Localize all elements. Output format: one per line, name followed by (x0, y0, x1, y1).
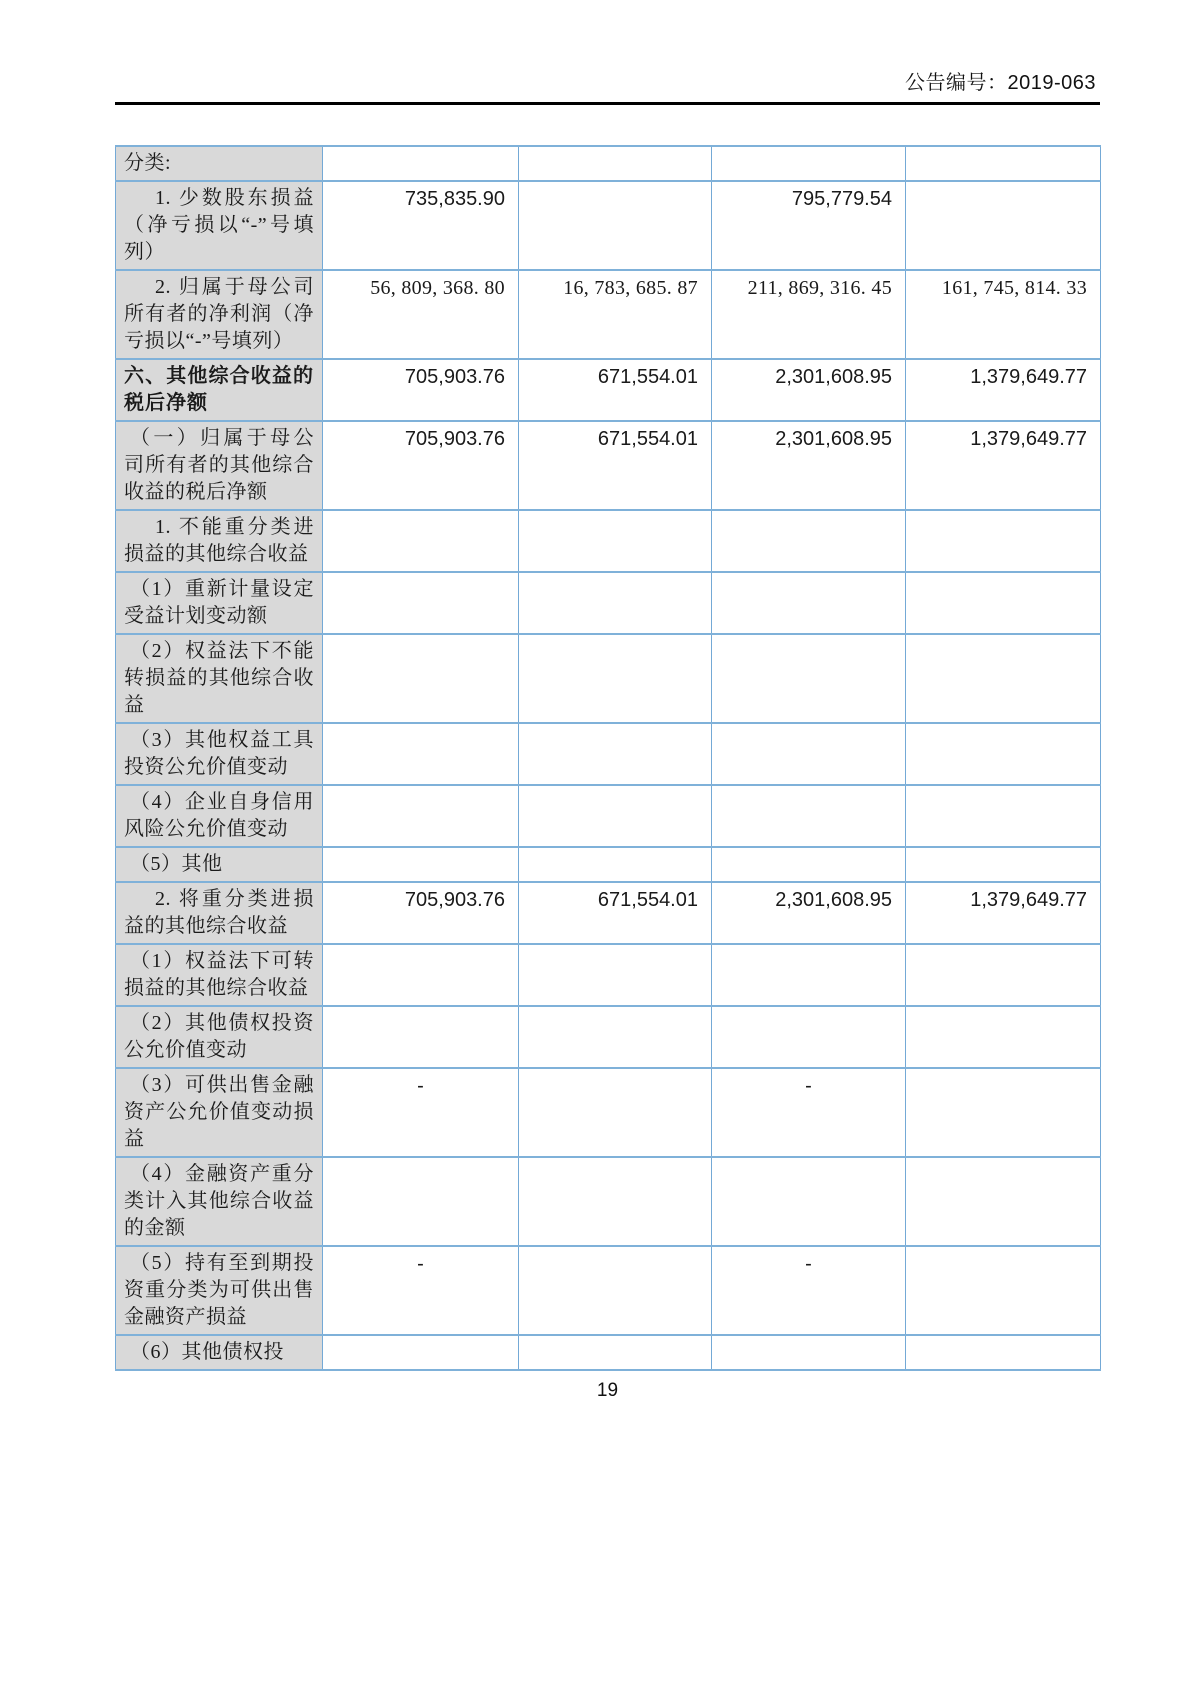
value-cell (519, 634, 712, 723)
value-cell (906, 1068, 1101, 1157)
value-cell: - (323, 1068, 519, 1157)
value-cell: 1,379,649.77 (906, 882, 1101, 944)
value-cell: - (712, 1068, 906, 1157)
value-cell: 735,835.90 (323, 181, 519, 270)
value-cell (519, 944, 712, 1006)
row-label: 分类: (116, 146, 323, 181)
value-cell: 161, 745, 814. 33 (906, 270, 1101, 359)
value-cell (519, 1068, 712, 1157)
row-label: （5）其他 (116, 847, 323, 882)
row-label: 2. 归属于母公司所有者的净利润（净亏损以“-”号填列） (116, 270, 323, 359)
value-cell (323, 944, 519, 1006)
value-cell (906, 572, 1101, 634)
value-cell: 2,301,608.95 (712, 421, 906, 510)
value-cell (906, 785, 1101, 847)
value-cell (906, 944, 1101, 1006)
table-row (116, 359, 1101, 421)
value-cell: 56, 809, 368. 80 (323, 270, 519, 359)
value-cell (906, 634, 1101, 723)
value-cell (906, 146, 1101, 181)
value-cell (323, 1006, 519, 1068)
value-cell (323, 634, 519, 723)
value-cell (712, 847, 906, 882)
row-label: （3）其他权益工具投资公允价值变动 (116, 723, 323, 785)
row-label: 六、其他综合收益的税后净额 (116, 359, 323, 421)
row-label: 1. 不能重分类进损益的其他综合收益 (116, 510, 323, 572)
value-cell: 705,903.76 (323, 882, 519, 944)
value-cell (323, 146, 519, 181)
value-cell (323, 510, 519, 572)
value-cell (519, 847, 712, 882)
row-label: （2）其他债权投资公允价值变动 (116, 1006, 323, 1068)
value-cell: - (712, 1246, 906, 1335)
value-cell (906, 510, 1101, 572)
value-cell: 705,903.76 (323, 359, 519, 421)
value-cell (906, 847, 1101, 882)
value-cell (519, 1246, 712, 1335)
table-row (116, 1006, 1101, 1068)
value-cell (712, 146, 906, 181)
value-cell (712, 634, 906, 723)
value-cell (712, 572, 906, 634)
value-cell (519, 1157, 712, 1246)
table-row (116, 572, 1101, 634)
row-label: 2. 将重分类进损益的其他综合收益 (116, 882, 323, 944)
table-row (116, 1157, 1101, 1246)
table-body (116, 146, 1101, 1370)
row-label: （6）其他债权投 (116, 1335, 323, 1370)
row-label: （1）重新计量设定受益计划变动额 (116, 572, 323, 634)
row-label: 1. 少数股东损益（净亏损以“-”号填列） (116, 181, 323, 270)
value-cell (712, 1157, 906, 1246)
value-cell (519, 1335, 712, 1370)
table-row (116, 510, 1101, 572)
value-cell: - (323, 1246, 519, 1335)
header-divider (115, 102, 1100, 105)
value-cell (519, 1006, 712, 1068)
value-cell: 2,301,608.95 (712, 882, 906, 944)
table-row (116, 882, 1101, 944)
table-row (116, 1068, 1101, 1157)
table-row (116, 944, 1101, 1006)
value-cell (906, 723, 1101, 785)
value-cell (712, 510, 906, 572)
value-cell: 671,554.01 (519, 421, 712, 510)
row-label: （4）金融资产重分类计入其他综合收益的金额 (116, 1157, 323, 1246)
table-row (116, 146, 1101, 181)
value-cell (323, 1335, 519, 1370)
value-cell (906, 1246, 1101, 1335)
value-cell (323, 1157, 519, 1246)
row-label: （5）持有至到期投资重分类为可供出售金融资产损益 (116, 1246, 323, 1335)
value-cell: 705,903.76 (323, 421, 519, 510)
value-cell (323, 572, 519, 634)
row-label: （3）可供出售金融资产公允价值变动损益 (116, 1068, 323, 1157)
table-row (116, 421, 1101, 510)
value-cell: 671,554.01 (519, 882, 712, 944)
table-row (116, 181, 1101, 270)
value-cell (712, 1006, 906, 1068)
table-row (116, 785, 1101, 847)
row-label: （1）权益法下可转损益的其他综合收益 (116, 944, 323, 1006)
financial-table (115, 145, 1101, 1371)
value-cell (519, 572, 712, 634)
value-cell (906, 1006, 1101, 1068)
value-cell (712, 1335, 906, 1370)
value-cell (519, 510, 712, 572)
value-cell: 671,554.01 (519, 359, 712, 421)
value-cell (323, 847, 519, 882)
value-cell (712, 944, 906, 1006)
value-cell: 1,379,649.77 (906, 421, 1101, 510)
row-label: （一）归属于母公司所有者的其他综合收益的税后净额 (116, 421, 323, 510)
table-row (116, 270, 1101, 359)
value-cell: 2,301,608.95 (712, 359, 906, 421)
value-cell: 795,779.54 (712, 181, 906, 270)
page-number: 19 (596, 1380, 619, 1401)
row-label: （4）企业自身信用风险公允价值变动 (116, 785, 323, 847)
value-cell (906, 1335, 1101, 1370)
announcement-number: 公告编号：2019-063 (904, 72, 1096, 94)
table-row (116, 634, 1101, 723)
value-cell (712, 785, 906, 847)
value-cell (519, 181, 712, 270)
table-row (116, 1246, 1101, 1335)
value-cell (519, 785, 712, 847)
value-cell: 16, 783, 685. 87 (519, 270, 712, 359)
value-cell (323, 785, 519, 847)
value-cell (323, 723, 519, 785)
value-cell: 211, 869, 316. 45 (712, 270, 906, 359)
table-row (116, 847, 1101, 882)
row-label: （2）权益法下不能转损益的其他综合收益 (116, 634, 323, 723)
table-row (116, 1335, 1101, 1370)
value-cell (712, 723, 906, 785)
value-cell (906, 1157, 1101, 1246)
value-cell: 1,379,649.77 (906, 359, 1101, 421)
value-cell (519, 146, 712, 181)
table-row (116, 723, 1101, 785)
value-cell (906, 181, 1101, 270)
value-cell (519, 723, 712, 785)
